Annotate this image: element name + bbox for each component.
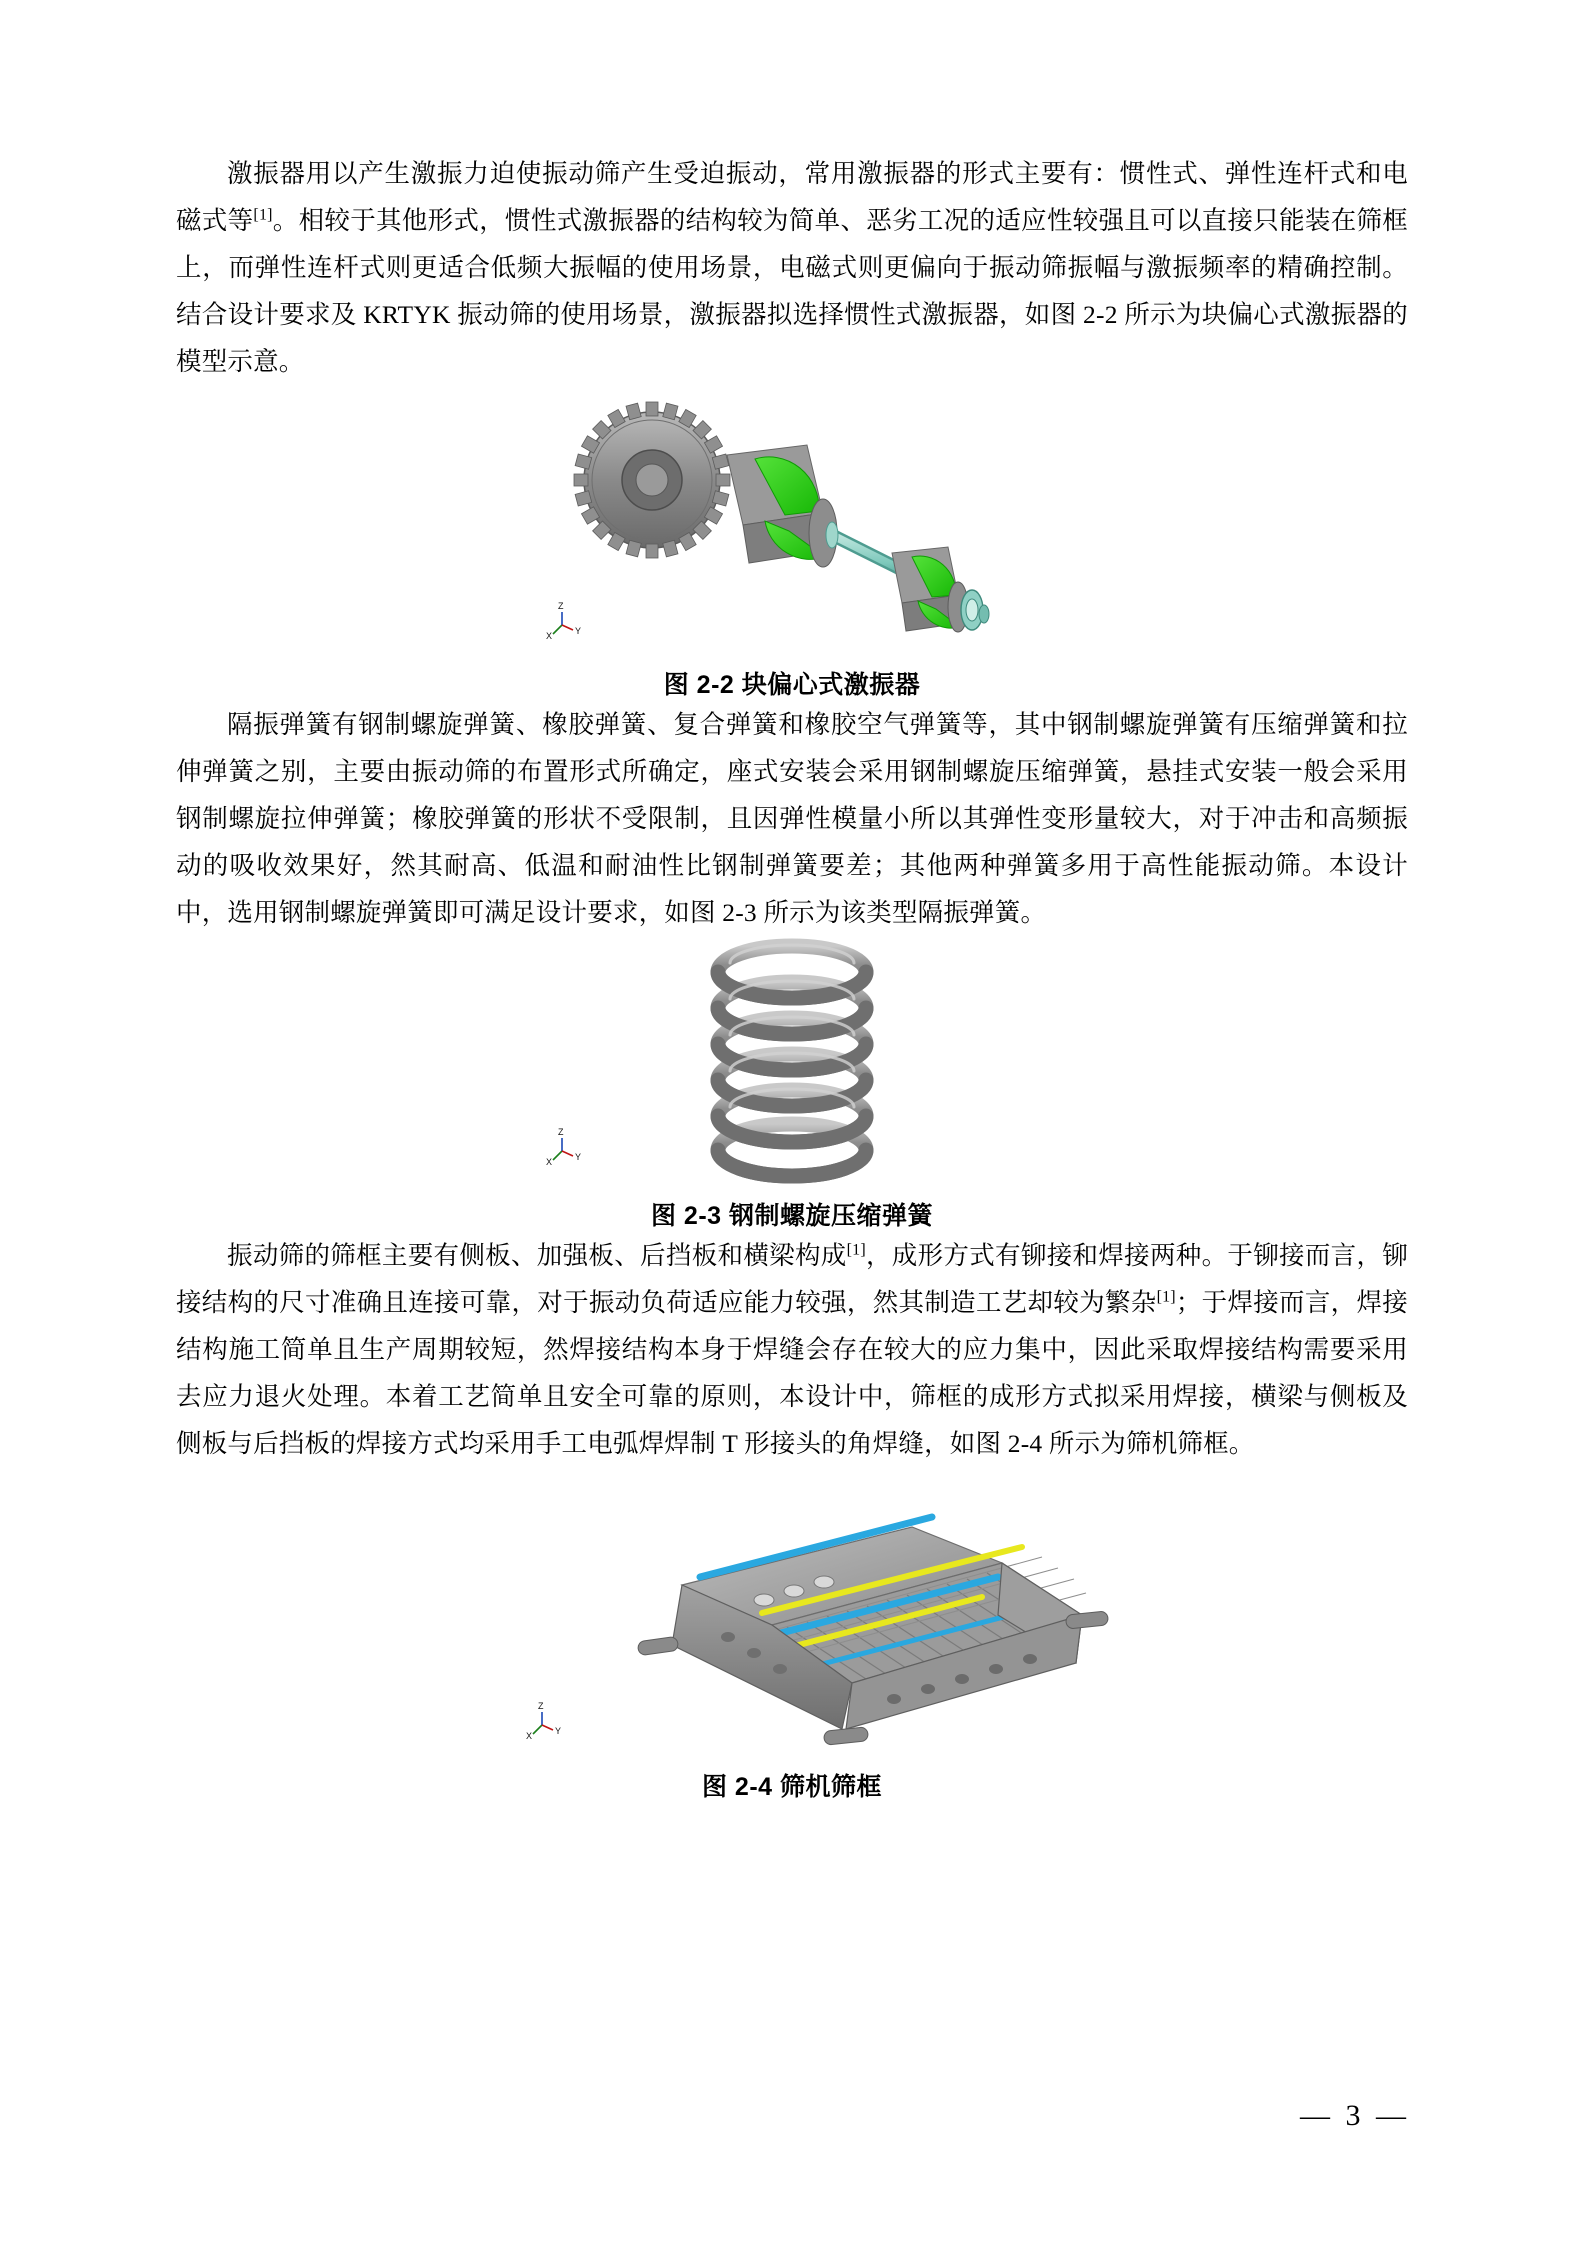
figure-2-4-caption: 图 2-4 筛机筛框 <box>701 1773 883 1801</box>
figure-2-2-caption: 图 2-2 块偏心式激振器 <box>663 671 921 699</box>
svg-text:X: X <box>546 1157 553 1167</box>
page-number: — 3 — <box>1300 2099 1410 2132</box>
svg-text:X: X <box>526 1731 533 1741</box>
paragraph-3: 振动筛的筛框主要有侧板、加强板、后挡板和横梁构成[1]，成形方式有铆接和焊接两种。于铆接而言，铆接结构的尺寸准确且连接可靠，对于振动负荷适应能力较强，然其制造工艺却较为繁杂[1]；于焊接而言，焊接结构施工简单且生产周期较短，然焊接结构本身于焊缝会存在较大的应力集中，因此采取焊接结构需要采用去应力退火处理。本着工艺简单且安全可靠的原则，本设计中，筛框的成形方式拟采用焊接，横梁与侧板及侧板与后挡板的焊接方式均采用手工电弧焊焊制 T 形接头的角焊缝，如图 2-4 所示为筛机筛框。 <box>176 1241 1408 1458</box>
coil-spring-diagram <box>532 936 1052 1196</box>
footnote-marker: [1] <box>846 1241 866 1259</box>
svg-text:Z: Z <box>558 1127 564 1137</box>
axis-triad-icon <box>546 1127 581 1167</box>
exciter-diagram <box>532 385 1052 665</box>
page-content <box>176 150 1408 1803</box>
axis-triad-icon <box>546 601 581 641</box>
svg-text:X: X <box>546 631 553 641</box>
svg-text:Z: Z <box>538 1701 544 1711</box>
footnote-marker: [1] <box>1156 1288 1176 1306</box>
axis-triad-icon <box>526 1701 561 1741</box>
figure-2-3-caption: 图 2-3 钢制螺旋压缩弹簧 <box>650 1202 934 1230</box>
paragraph-1: 激振器用以产生激振力迫使振动筛产生受迫振动，常用激振器的形式主要有：惯性式、弹性连杆式和电磁式等[1]。相较于其他形式，惯性式激振器的结构较为简单、恶劣工况的适应性较强且可以直接只能装在筛框上，而弹性连杆式则更适合低频大振幅的使用场景，电磁式则更偏向于振动筛振幅与激振频率的精确控制。结合设计要求及 KRTYK 振动筛的使用场景，激振器拟选择惯性式激振器，如图 2-2 所示为块偏心式激振器的模型示意。 <box>176 159 1408 376</box>
svg-text:Y: Y <box>575 1152 582 1162</box>
figure-2-3 <box>176 936 1408 1232</box>
screen-frame-diagram <box>442 1467 1142 1767</box>
svg-text:Y: Y <box>575 626 582 636</box>
footnote-marker: [1] <box>253 206 273 224</box>
paragraph-2: 隔振弹簧有钢制螺旋弹簧、橡胶弹簧、复合弹簧和橡胶空气弹簧等，其中钢制螺旋弹簧有压缩弹簧和拉伸弹簧之别，主要由振动筛的布置形式所确定，座式安装会采用钢制螺旋压缩弹簧，悬挂式安装一般会采用钢制螺旋拉伸弹簧；橡胶弹簧的形状不受限制，且因弹性模量小所以其弹性变形量较大，对于冲击和高频振动的吸收效果好，然其耐高、低温和耐油性比钢制弹簧要差；其他两种弹簧多用于高性能振动筛。本设计中，选用钢制螺旋弹簧即可满足设计要求，如图 2-3 所示为该类型隔振弹簧。 <box>176 710 1408 927</box>
svg-text:Y: Y <box>555 1726 562 1736</box>
svg-text:Z: Z <box>558 601 564 611</box>
figure-2-2 <box>176 385 1408 701</box>
figure-2-4 <box>176 1467 1408 1803</box>
